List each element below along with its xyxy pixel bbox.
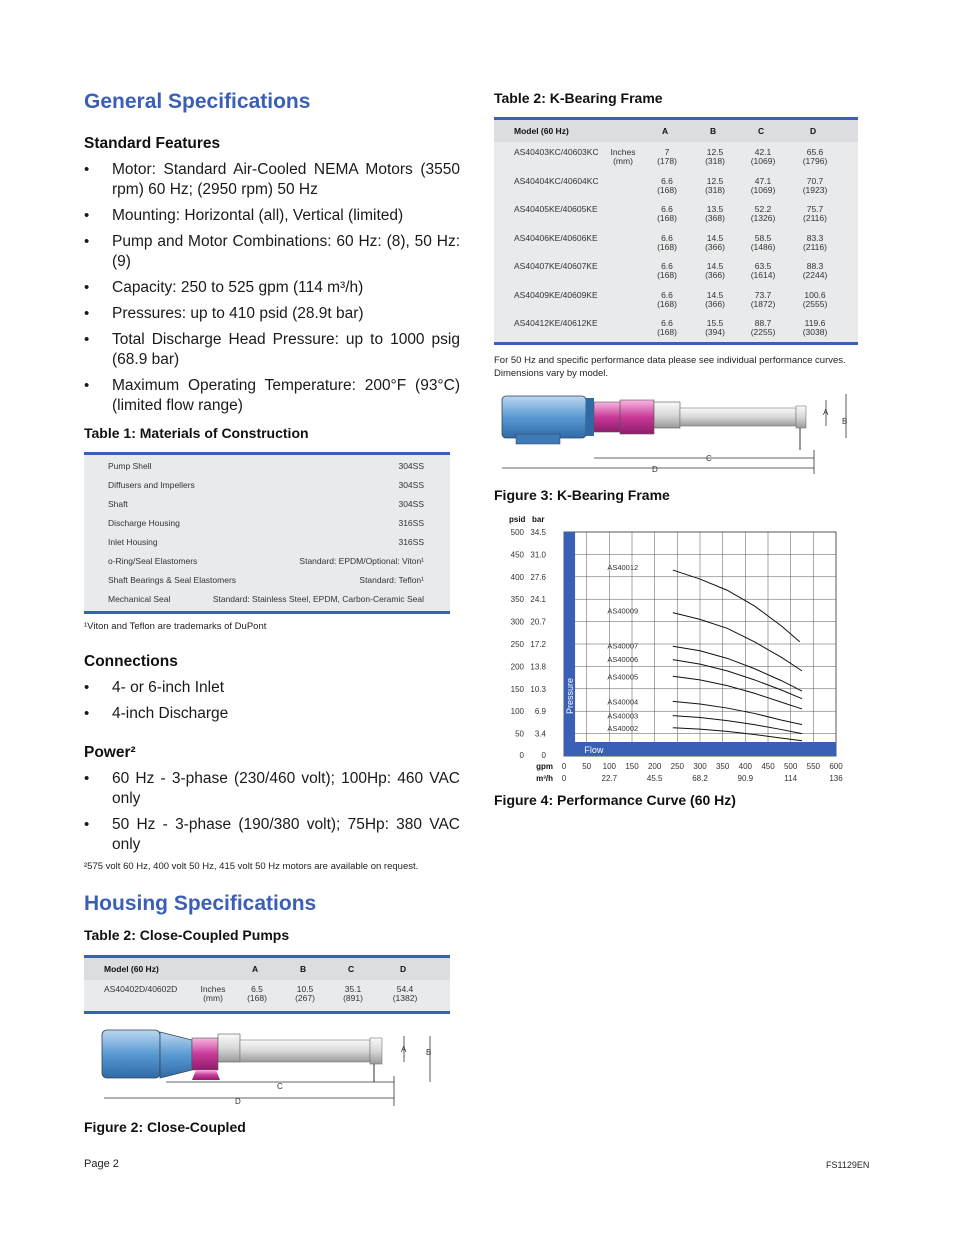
series-label: AS40006 (607, 654, 639, 664)
dim-label-c: C (706, 454, 712, 463)
value-mm-cell: (1069) (750, 156, 776, 166)
materials-table (84, 452, 450, 614)
value-cell: 7 (664, 147, 670, 157)
y-tick-label: 27.6 (530, 572, 546, 582)
value-cell: 75.7 (806, 204, 824, 214)
page-number: Page 2 (84, 1158, 119, 1170)
value-cell: 35.1 (344, 984, 362, 994)
value-cell: 100.6 (804, 289, 826, 300)
table-row (108, 556, 424, 570)
table-row (494, 176, 858, 203)
table-row (84, 984, 450, 1010)
y-tick-label: 300 (510, 617, 524, 627)
y-tick-label: 250 (510, 640, 524, 649)
performance-curve-chart (494, 510, 854, 786)
value-mm-cell: (366) (705, 241, 725, 252)
x-tick-label: 45.5 (646, 774, 663, 783)
figure4-caption: Figure 4: Performance Curve (60 Hz) (494, 792, 736, 808)
y-tick-label: 31.0 (530, 550, 546, 560)
dim-label-c: C (277, 1082, 283, 1091)
value-cell: 42.1 (754, 147, 772, 157)
unit-cell: (mm) (613, 156, 633, 166)
value-mm-cell: (1069) (750, 184, 776, 195)
doc-code: FS1129EN (826, 1160, 870, 1170)
value-mm-cell: (168) (657, 298, 677, 309)
dim-label-a: A (401, 1045, 407, 1054)
x-tick-label: 114 (784, 774, 798, 783)
value-cell: 52.2 (754, 204, 772, 214)
value-cell: 88.7 (754, 318, 772, 328)
value-mm-cell: (2244) (802, 270, 828, 280)
y-tick-label: 13.8 (530, 662, 546, 672)
unit-cell: Inches (610, 147, 636, 157)
connections-list (84, 678, 460, 730)
table-row (108, 575, 424, 589)
y-unit-label: psid (509, 515, 526, 524)
value-mm-cell: (1872) (750, 298, 776, 309)
x-tick-label: 350 (715, 762, 730, 771)
value-cell: 73.7 (754, 289, 772, 300)
x-unit-label: m³/h (536, 774, 553, 783)
value-mm-cell: (168) (657, 213, 677, 223)
value-mm-cell: (2116) (803, 213, 827, 223)
value-cell: 70.7 (806, 175, 824, 186)
value-cell: 65.6 (806, 147, 824, 157)
x-tick-label: 136 (829, 774, 843, 783)
flow-axis-bar (564, 742, 836, 756)
value-mm-cell: (168) (657, 241, 677, 252)
y-tick-label: 3.4 (534, 729, 546, 739)
model-cell: AS40407KE/40607KE (514, 261, 598, 271)
table-row (494, 204, 858, 231)
value-mm-cell: (891) (343, 993, 363, 1003)
x-tick-label: 150 (625, 762, 639, 771)
series-label: AS40002 (607, 723, 639, 733)
part-cell: o-Ring/Seal Elastomers (108, 556, 198, 566)
series-label: AS40005 (607, 672, 639, 682)
value-cell: 83.3 (806, 232, 824, 243)
list-item: • Motor: Standard Air-Cooled NEMA Motors (3550 rpm) 60 Hz; (2950 rpm) 50 Hz (84, 160, 460, 200)
y-tick-label: 17.2 (530, 640, 546, 649)
k-bearing-table (494, 117, 858, 345)
list-item: • 50 Hz - 3-phase (190/380 volt); 75Hp: 380 VAC only (84, 815, 460, 855)
x-tick-label: 500 (783, 762, 798, 771)
part-cell: Mechanical Seal (108, 594, 171, 604)
series-label: AS40009 (607, 606, 639, 616)
series-label: AS40012 (607, 562, 639, 572)
list-item: • Pressures: up to 410 psid (28.9t bar) (84, 304, 460, 324)
header-cell: B (300, 964, 307, 974)
x-tick-label: 22.7 (601, 774, 618, 783)
value-mm-cell: (366) (705, 270, 725, 280)
unit-cell: (mm) (203, 993, 223, 1003)
k-bearing-note: For 50 Hz and specific performance data please see individual performance curves. Dimensions vary by model. (494, 355, 846, 379)
value-cell: 10.5 (296, 984, 314, 994)
value-mm-cell: (1614) (750, 270, 776, 280)
close-coupled-table (84, 955, 450, 1014)
y-tick-label: 0 (541, 751, 546, 760)
x-tick-label: 68.2 (692, 774, 708, 783)
part-cell: Inlet Housing (108, 537, 158, 547)
value-cell: 6.6 (661, 289, 673, 300)
value-cell: 6.6 (661, 318, 673, 328)
value-cell: 6.6 (661, 232, 673, 243)
y-tick-label: 350 (510, 595, 524, 605)
table-row (108, 518, 424, 532)
table-row (108, 480, 424, 494)
series-label: AS40003 (607, 711, 639, 721)
value-mm-cell: (366) (705, 298, 725, 309)
x-tick-label: 200 (647, 762, 662, 771)
value-mm-cell: (394) (705, 327, 725, 337)
header-cell: A (252, 964, 259, 974)
model-cell: AS40402D/40602D (104, 984, 178, 994)
series-label: AS40004 (607, 697, 639, 707)
unit-cell: Inches (200, 984, 226, 994)
table-row (108, 594, 424, 608)
header-cell: C (348, 964, 355, 974)
material-cell: 304SS (398, 461, 424, 471)
x-tick-label: 90.9 (737, 774, 754, 783)
x-tick-label: 400 (738, 762, 753, 771)
value-cell: 14.5 (706, 261, 724, 271)
standard-features-heading: Standard Features (84, 135, 221, 152)
value-cell: 14.5 (706, 289, 724, 300)
table-row (108, 461, 424, 475)
table-header (494, 120, 858, 142)
y-tick-label: 450 (510, 550, 524, 560)
list-item: • Capacity: 250 to 525 gpm (114 m³/h) (84, 278, 460, 298)
x-tick-label: 250 (670, 762, 685, 771)
close-coupled-pump-drawing (96, 1020, 446, 1114)
value-mm-cell: (1382) (392, 993, 418, 1003)
y-tick-label: 50 (515, 729, 524, 739)
y-tick-label: 34.5 (530, 528, 546, 537)
material-cell: Standard: Stainless Steel, EPDM, Carbon-Ceramic Seal (212, 594, 424, 604)
k-bearing-table-caption: Table 2: K-Bearing Frame (494, 90, 663, 106)
y-unit-label: bar (532, 515, 545, 524)
general-specs-title: General Specifications (84, 90, 311, 113)
power-heading: Power² (84, 744, 136, 761)
dim-label-a: A (823, 408, 829, 417)
value-cell: 47.1 (754, 175, 772, 186)
y-tick-label: 400 (510, 572, 524, 582)
value-cell: 6.5 (251, 984, 263, 994)
value-mm-cell: (168) (247, 993, 267, 1003)
list-item: • 4- or 6-inch Inlet (84, 678, 460, 698)
table-row (494, 233, 858, 260)
y-tick-label: 150 (510, 684, 524, 694)
part-cell: Diffusers and Impellers (108, 480, 195, 490)
table1-footnote: ¹Viton and Teflon are trademarks of DuPont (84, 621, 267, 632)
value-cell: 119.6 (804, 318, 826, 328)
part-cell: Discharge Housing (108, 518, 180, 528)
value-mm-cell: (1796) (802, 156, 828, 166)
dim-label-d: D (652, 465, 658, 474)
header-cell: A (662, 126, 669, 136)
value-mm-cell: (1486) (750, 241, 776, 252)
value-mm-cell: (3038) (802, 327, 828, 337)
y-tick-label: 0 (519, 751, 524, 760)
y-tick-label: 24.1 (530, 595, 546, 605)
y-tick-label: 500 (510, 528, 524, 537)
value-cell: 54.4 (396, 984, 414, 994)
value-cell: 14.5 (706, 232, 724, 243)
part-cell: Shaft Bearings & Seal Elastomers (108, 575, 237, 585)
housing-specs-title: Housing Specifications (84, 892, 317, 915)
pressure-axis-bar (564, 532, 575, 756)
material-cell: 304SS (398, 480, 424, 490)
x-tick-label: 50 (582, 762, 592, 771)
value-mm-cell: (2116) (803, 241, 827, 252)
value-cell: 58.5 (754, 232, 772, 243)
x-tick-label: 0 (561, 774, 567, 783)
value-mm-cell: (2555) (802, 298, 828, 309)
y-tick-label: 200 (510, 662, 524, 672)
table-row (108, 537, 424, 551)
table-row (494, 147, 858, 174)
part-cell: Shaft (108, 499, 128, 509)
connections-heading: Connections (84, 653, 178, 670)
table-row (494, 290, 858, 317)
model-cell: AS40409KE/40609KE (514, 289, 598, 300)
material-cell: Standard: EPDM/Optional: Viton¹ (299, 556, 424, 566)
x-tick-label: 450 (761, 762, 775, 771)
standard-features-list (84, 160, 460, 422)
value-mm-cell: (168) (657, 327, 677, 337)
value-cell: 6.6 (661, 204, 673, 214)
figure2-caption: Figure 2: Close-Coupled (84, 1119, 246, 1135)
series-label: AS40007 (607, 641, 639, 651)
list-item: • Total Discharge Head Pressure: up to 1000 psig (68.9 bar) (84, 330, 460, 370)
value-cell: 6.6 (661, 175, 673, 186)
value-mm-cell: (1923) (802, 184, 828, 195)
x-tick-label: 300 (693, 762, 707, 771)
x-tick-label: 600 (829, 762, 843, 771)
model-cell: AS40412KE/40612KE (514, 318, 598, 328)
value-mm-cell: (318) (705, 184, 725, 195)
dim-label-d: D (235, 1097, 241, 1106)
value-cell: 63.5 (754, 261, 772, 271)
value-cell: 13.5 (706, 204, 724, 214)
list-item: • Maximum Operating Temperature: 200°F (93°C) (limited flow range) (84, 376, 460, 416)
value-mm-cell: (168) (657, 270, 677, 280)
value-mm-cell: (168) (657, 184, 677, 195)
y-tick-label: 10.3 (530, 684, 546, 694)
list-item: • Mounting: Horizontal (all), Vertical (limited) (84, 206, 460, 226)
dim-label-b: B (842, 417, 848, 426)
header-cell: Model (60 Hz) (104, 964, 159, 974)
part-cell: Pump Shell (108, 461, 152, 471)
x-axis-label: Flow (584, 745, 604, 755)
table-row (494, 318, 858, 345)
header-cell: D (400, 964, 407, 974)
value-cell: 15.5 (706, 318, 724, 328)
y-tick-label: 20.7 (530, 617, 546, 627)
x-tick-label: 100 (602, 762, 617, 771)
value-mm-cell: (267) (295, 993, 315, 1003)
list-item: • 4-inch Discharge (84, 704, 460, 724)
list-item: • Pump and Motor Combinations: 60 Hz: (8), 50 Hz: (9) (84, 232, 460, 272)
table1-caption: Table 1: Materials of Construction (84, 425, 309, 441)
model-cell: AS40405KE/40605KE (514, 204, 598, 214)
k-bearing-pump-drawing (496, 388, 856, 478)
x-tick-label: 0 (561, 762, 567, 771)
value-cell: 6.6 (661, 261, 673, 271)
y-tick-label: 6.9 (534, 707, 546, 717)
y-tick-label: 100 (510, 707, 524, 717)
header-cell: B (710, 126, 717, 136)
value-mm-cell: (2255) (750, 327, 776, 337)
list-item: • 60 Hz - 3-phase (230/460 volt); 100Hp: 460 VAC only (84, 769, 460, 809)
power-footnote: ²575 volt 60 Hz, 400 volt 50 Hz, 415 volt 50 Hz motors are available on request. (84, 861, 419, 872)
value-cell: 12.5 (706, 147, 724, 157)
y-axis-label: Pressure (565, 677, 575, 714)
value-mm-cell: (178) (657, 156, 677, 166)
model-cell: AS40404KC/40604KC (514, 175, 599, 186)
value-mm-cell: (1326) (750, 213, 776, 223)
table-row (494, 261, 858, 288)
material-cell: 316SS (398, 537, 424, 547)
value-mm-cell: (368) (705, 213, 725, 223)
dim-label-b: B (426, 1048, 432, 1057)
value-mm-cell: (318) (705, 156, 725, 166)
material-cell: Standard: Teflon¹ (359, 575, 424, 585)
model-cell: AS40406KE/40606KE (514, 232, 598, 243)
table-row (108, 499, 424, 513)
material-cell: 316SS (398, 518, 424, 528)
x-unit-label: gpm (536, 762, 553, 771)
model-cell: AS40403KC/40603KC (514, 147, 599, 157)
header-cell: Model (60 Hz) (514, 126, 569, 136)
header-cell: D (810, 126, 817, 136)
x-tick-label: 550 (806, 762, 821, 771)
header-cell: C (758, 126, 765, 136)
material-cell: 304SS (398, 499, 424, 509)
power-list (84, 769, 460, 861)
table-header (84, 958, 450, 980)
close-coupled-table-caption: Table 2: Close-Coupled Pumps (84, 927, 290, 943)
figure3-caption: Figure 3: K-Bearing Frame (494, 487, 670, 503)
value-cell: 88.3 (806, 261, 824, 271)
value-cell: 12.5 (706, 175, 724, 186)
